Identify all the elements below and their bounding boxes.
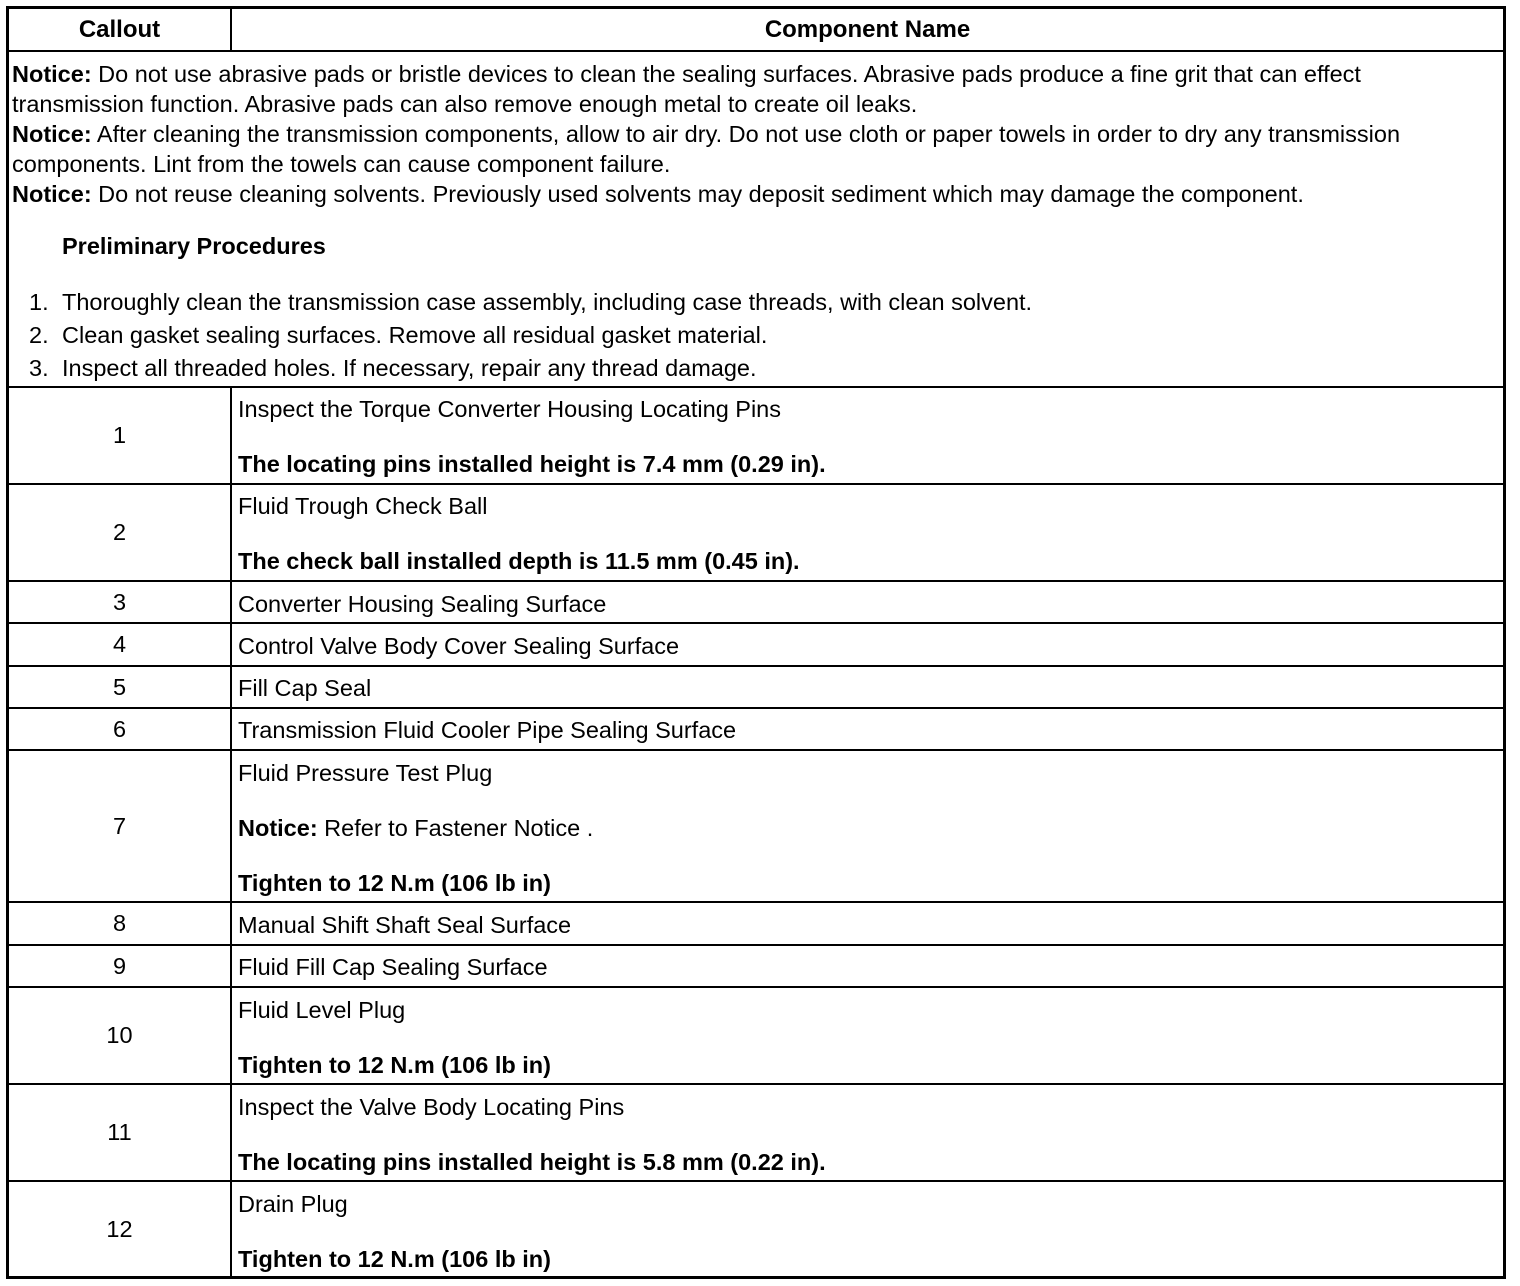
row-name: Fluid Trough Check Ball (238, 493, 488, 519)
row-name: Fluid Pressure Test Plug (238, 760, 493, 786)
step-text: Clean gasket sealing surfaces. Remove all residual gasket material. (62, 322, 768, 348)
notice-text: Refer to Fastener Notice . (317, 815, 594, 841)
row-callout: 1 (112, 422, 127, 448)
notices-block (12, 59, 1493, 209)
row-name: Fill Cap Seal (238, 675, 372, 701)
notice-label: Notice: (12, 121, 92, 147)
row-spec: The check ball installed depth is 11.5 mm (0.45 in). (238, 548, 800, 574)
header-divider (230, 9, 232, 50)
row-callout: 9 (112, 952, 127, 979)
row-rule (9, 707, 1503, 709)
row-rule (9, 749, 1503, 751)
notice-1 (12, 59, 1493, 119)
row-notice (238, 813, 593, 843)
notice-text: After cleaning the transmission components, allow to air dry. Do not use cloth or paper towels in order to dry any transmission components. Lint from the towels can cause component failure. (12, 121, 1401, 177)
notice-label: Notice: (12, 61, 92, 87)
notice-text: Do not use abrasive pads or bristle devices to clean the sealing surfaces. Abrasive pads produce a fine grit that can effect transmission function. Abrasive pads can also remove enough metal to create oil leaks. (12, 61, 1361, 117)
row-rule (9, 901, 1503, 903)
row-callout: 12 (106, 1215, 133, 1242)
notice-3 (12, 179, 1493, 209)
row-rule (9, 665, 1503, 667)
row-callout: 11 (107, 1119, 132, 1145)
header-rule (9, 50, 1503, 52)
row-rule (9, 580, 1503, 582)
procedure-table (6, 6, 1506, 1279)
notice-2 (12, 119, 1493, 179)
row-callout: 7 (112, 812, 127, 839)
notice-label: Notice: (238, 815, 318, 841)
row-name: Inspect the Valve Body Locating Pins (238, 1094, 625, 1120)
row-rule (9, 1083, 1503, 1085)
row-name: Converter Housing Sealing Surface (238, 591, 607, 617)
row-callout: 10 (106, 1022, 133, 1048)
column-header-callout: Callout (78, 15, 161, 43)
step-number: 3. (29, 355, 49, 381)
row-rule (9, 622, 1503, 624)
row-rule (9, 1180, 1503, 1182)
row-name: Drain Plug (238, 1191, 348, 1217)
row-callout: 3 (112, 588, 127, 615)
row-callout: 2 (112, 519, 127, 545)
section-rule (9, 386, 1503, 388)
row-rule (9, 483, 1503, 485)
column-divider (230, 386, 232, 1276)
row-spec: The locating pins installed height is 7.4 mm (0.29 in). (238, 451, 826, 477)
row-rule (9, 944, 1503, 946)
row-name: Fluid Level Plug (238, 997, 406, 1023)
row-name: Fluid Fill Cap Sealing Surface (238, 954, 548, 980)
row-name: Inspect the Torque Converter Housing Locating Pins (238, 396, 782, 422)
notice-text: Do not reuse cleaning solvents. Previously used solvents may deposit sediment which may damage the component. (91, 181, 1304, 207)
row-rule (9, 986, 1503, 988)
row-callout: 8 (112, 910, 127, 936)
row-spec: Tighten to 12 N.m (106 lb in) (238, 1246, 551, 1272)
row-callout: 5 (112, 673, 127, 700)
row-name: Transmission Fluid Cooler Pipe Sealing Surface (238, 717, 737, 743)
step-text: Inspect all threaded holes. If necessary, repair any thread damage. (62, 355, 757, 381)
column-header-component-name: Component Name (764, 15, 971, 43)
step-number: 1. (29, 289, 49, 315)
notice-label: Notice: (12, 181, 92, 207)
preliminary-title: Preliminary Procedures (62, 233, 326, 259)
row-spec: Tighten to 12 N.m (106 lb in) (238, 1052, 551, 1078)
row-callout: 6 (112, 715, 127, 742)
row-name: Control Valve Body Cover Sealing Surface (238, 633, 680, 659)
step-number: 2. (29, 322, 49, 348)
row-spec: Tighten to 12 N.m (106 lb in) (238, 870, 551, 896)
row-name: Manual Shift Shaft Seal Surface (238, 912, 572, 938)
step-text: Thoroughly clean the transmission case assembly, including case threads, with clean solvent. (62, 289, 1033, 315)
row-callout: 4 (112, 631, 127, 657)
row-spec: The locating pins installed height is 5.8 mm (0.22 in). (238, 1149, 826, 1175)
